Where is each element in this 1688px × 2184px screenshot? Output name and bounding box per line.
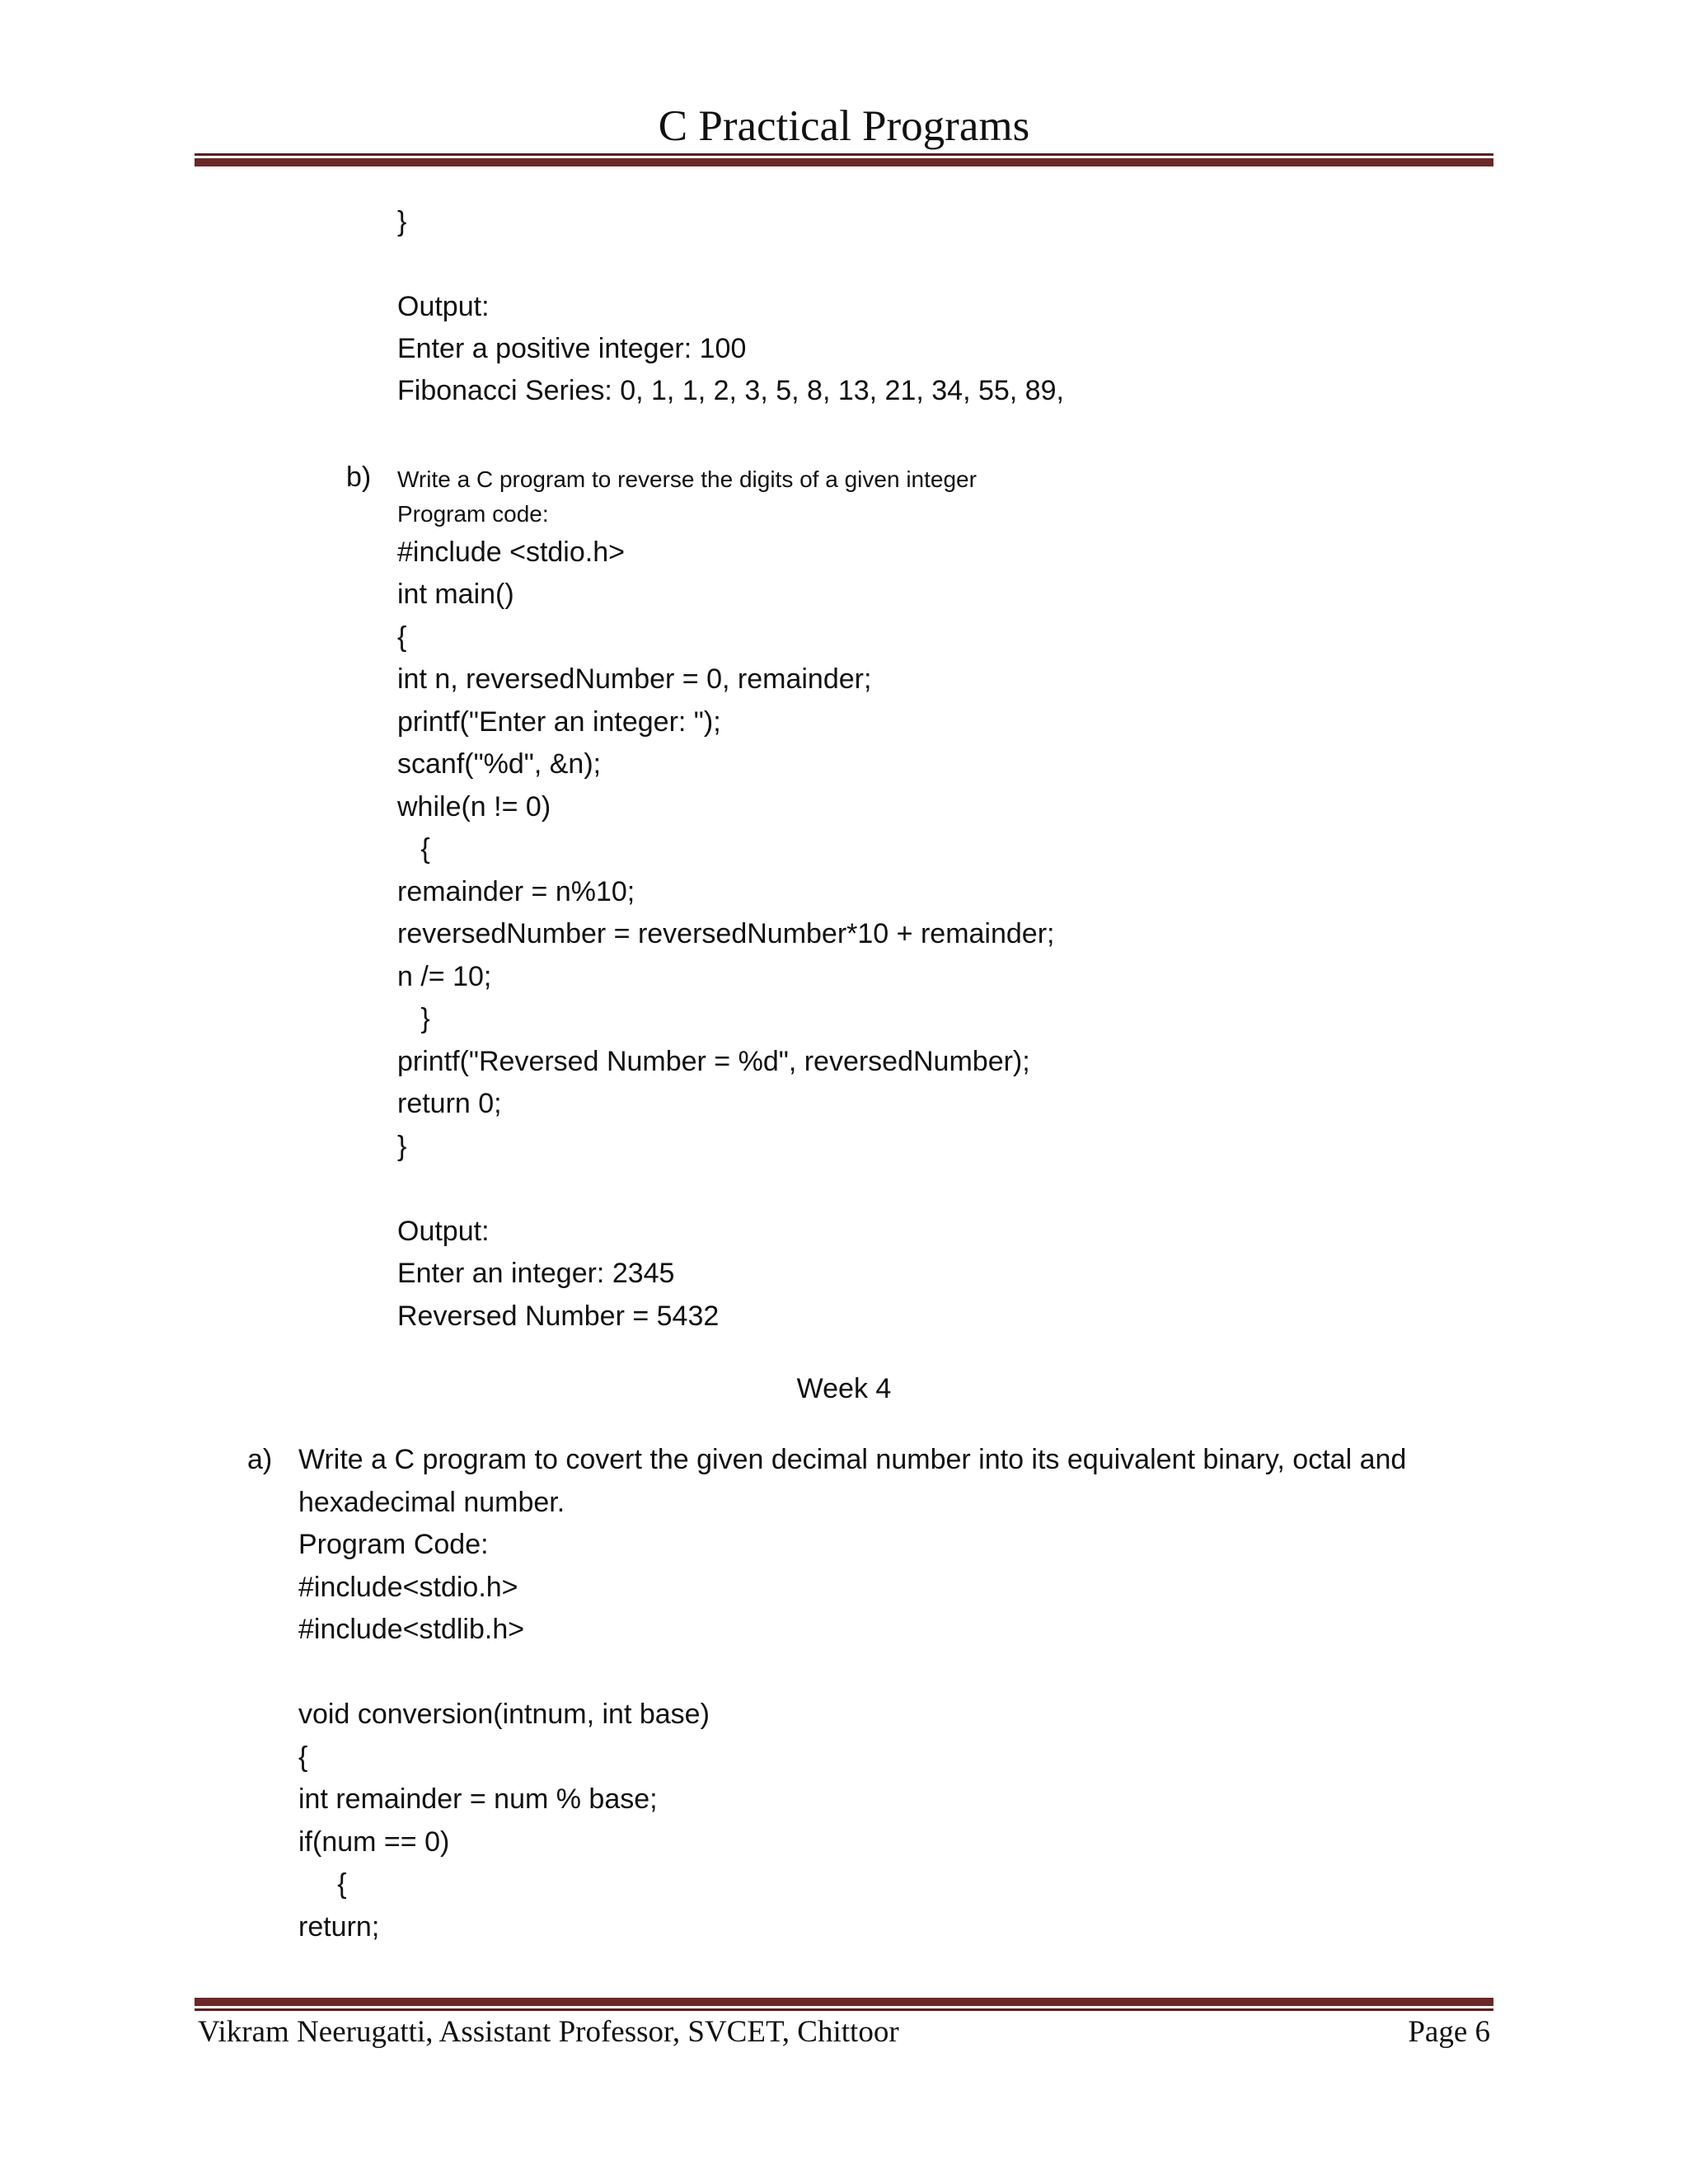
section-marker-a: a) [247,1444,273,1475]
section-marker-b: b) [346,462,372,493]
code-line: { [397,833,430,865]
code-line: printf("Reversed Number = %d", reversedNumber); [397,1046,1030,1077]
output-line: Enter a positive integer: 100 [397,333,747,364]
output-line: Reversed Number = 5432 [397,1301,720,1332]
section-b-title: Write a C program to reverse the digits of a given integer [397,466,977,492]
code-line: remainder = n%10; [397,876,635,907]
output-label: Output: [397,1216,490,1247]
output-line: Enter an integer: 2345 [397,1258,675,1289]
code-line: n /= 10; [397,961,492,992]
footer-author: Vikram Neerugatti, Assistant Professor, SVCET, Chittoor [198,2015,899,2049]
code-line: } [397,1131,407,1162]
code-line: #include<stdio.h> [298,1572,518,1603]
page-number: Page 6 [1408,2015,1490,2049]
code-line: int remainder = num % base; [298,1783,658,1815]
code-line: while(n != 0) [397,791,551,823]
output-label: Output: [397,291,490,322]
code-line: #include <stdio.h> [397,537,625,568]
week-heading: Week 4 [796,1373,892,1404]
code-label: Program Code: [298,1529,489,1560]
code-line: reversedNumber = reversedNumber*10 + remainder; [397,918,1055,949]
code-label: Program code: [397,501,549,527]
section-a-title-line: Write a C program to covert the given decimal number into its equivalent binary, octal and [298,1444,1407,1475]
code-line: scanf("%d", &n); [397,748,602,780]
code-line: { [298,1741,308,1773]
closing-brace: } [397,206,407,237]
code-line: printf("Enter an integer: "); [397,706,721,738]
output-line: Fibonacci Series: 0, 1, 1, 2, 3, 5, 8, 13, 21, 34, 55, 89, [397,375,1064,406]
code-line: void conversion(intnum, int base) [298,1699,710,1730]
code-line: return 0; [397,1088,502,1119]
footer-divider [195,1998,1493,2011]
page-title: C Practical Programs [658,102,1030,150]
code-line: if(num == 0) [298,1826,450,1858]
code-line: return; [298,1911,380,1943]
section-a-title-line: hexadecimal number. [298,1487,565,1518]
code-line: { [397,621,407,653]
code-line: #include<stdlib.h> [298,1614,525,1645]
code-line: int n, reversedNumber = 0, remainder; [397,663,872,695]
code-line: int main() [397,579,514,610]
code-line: } [397,1003,430,1034]
header-divider [195,153,1493,166]
code-line: { [298,1868,347,1900]
